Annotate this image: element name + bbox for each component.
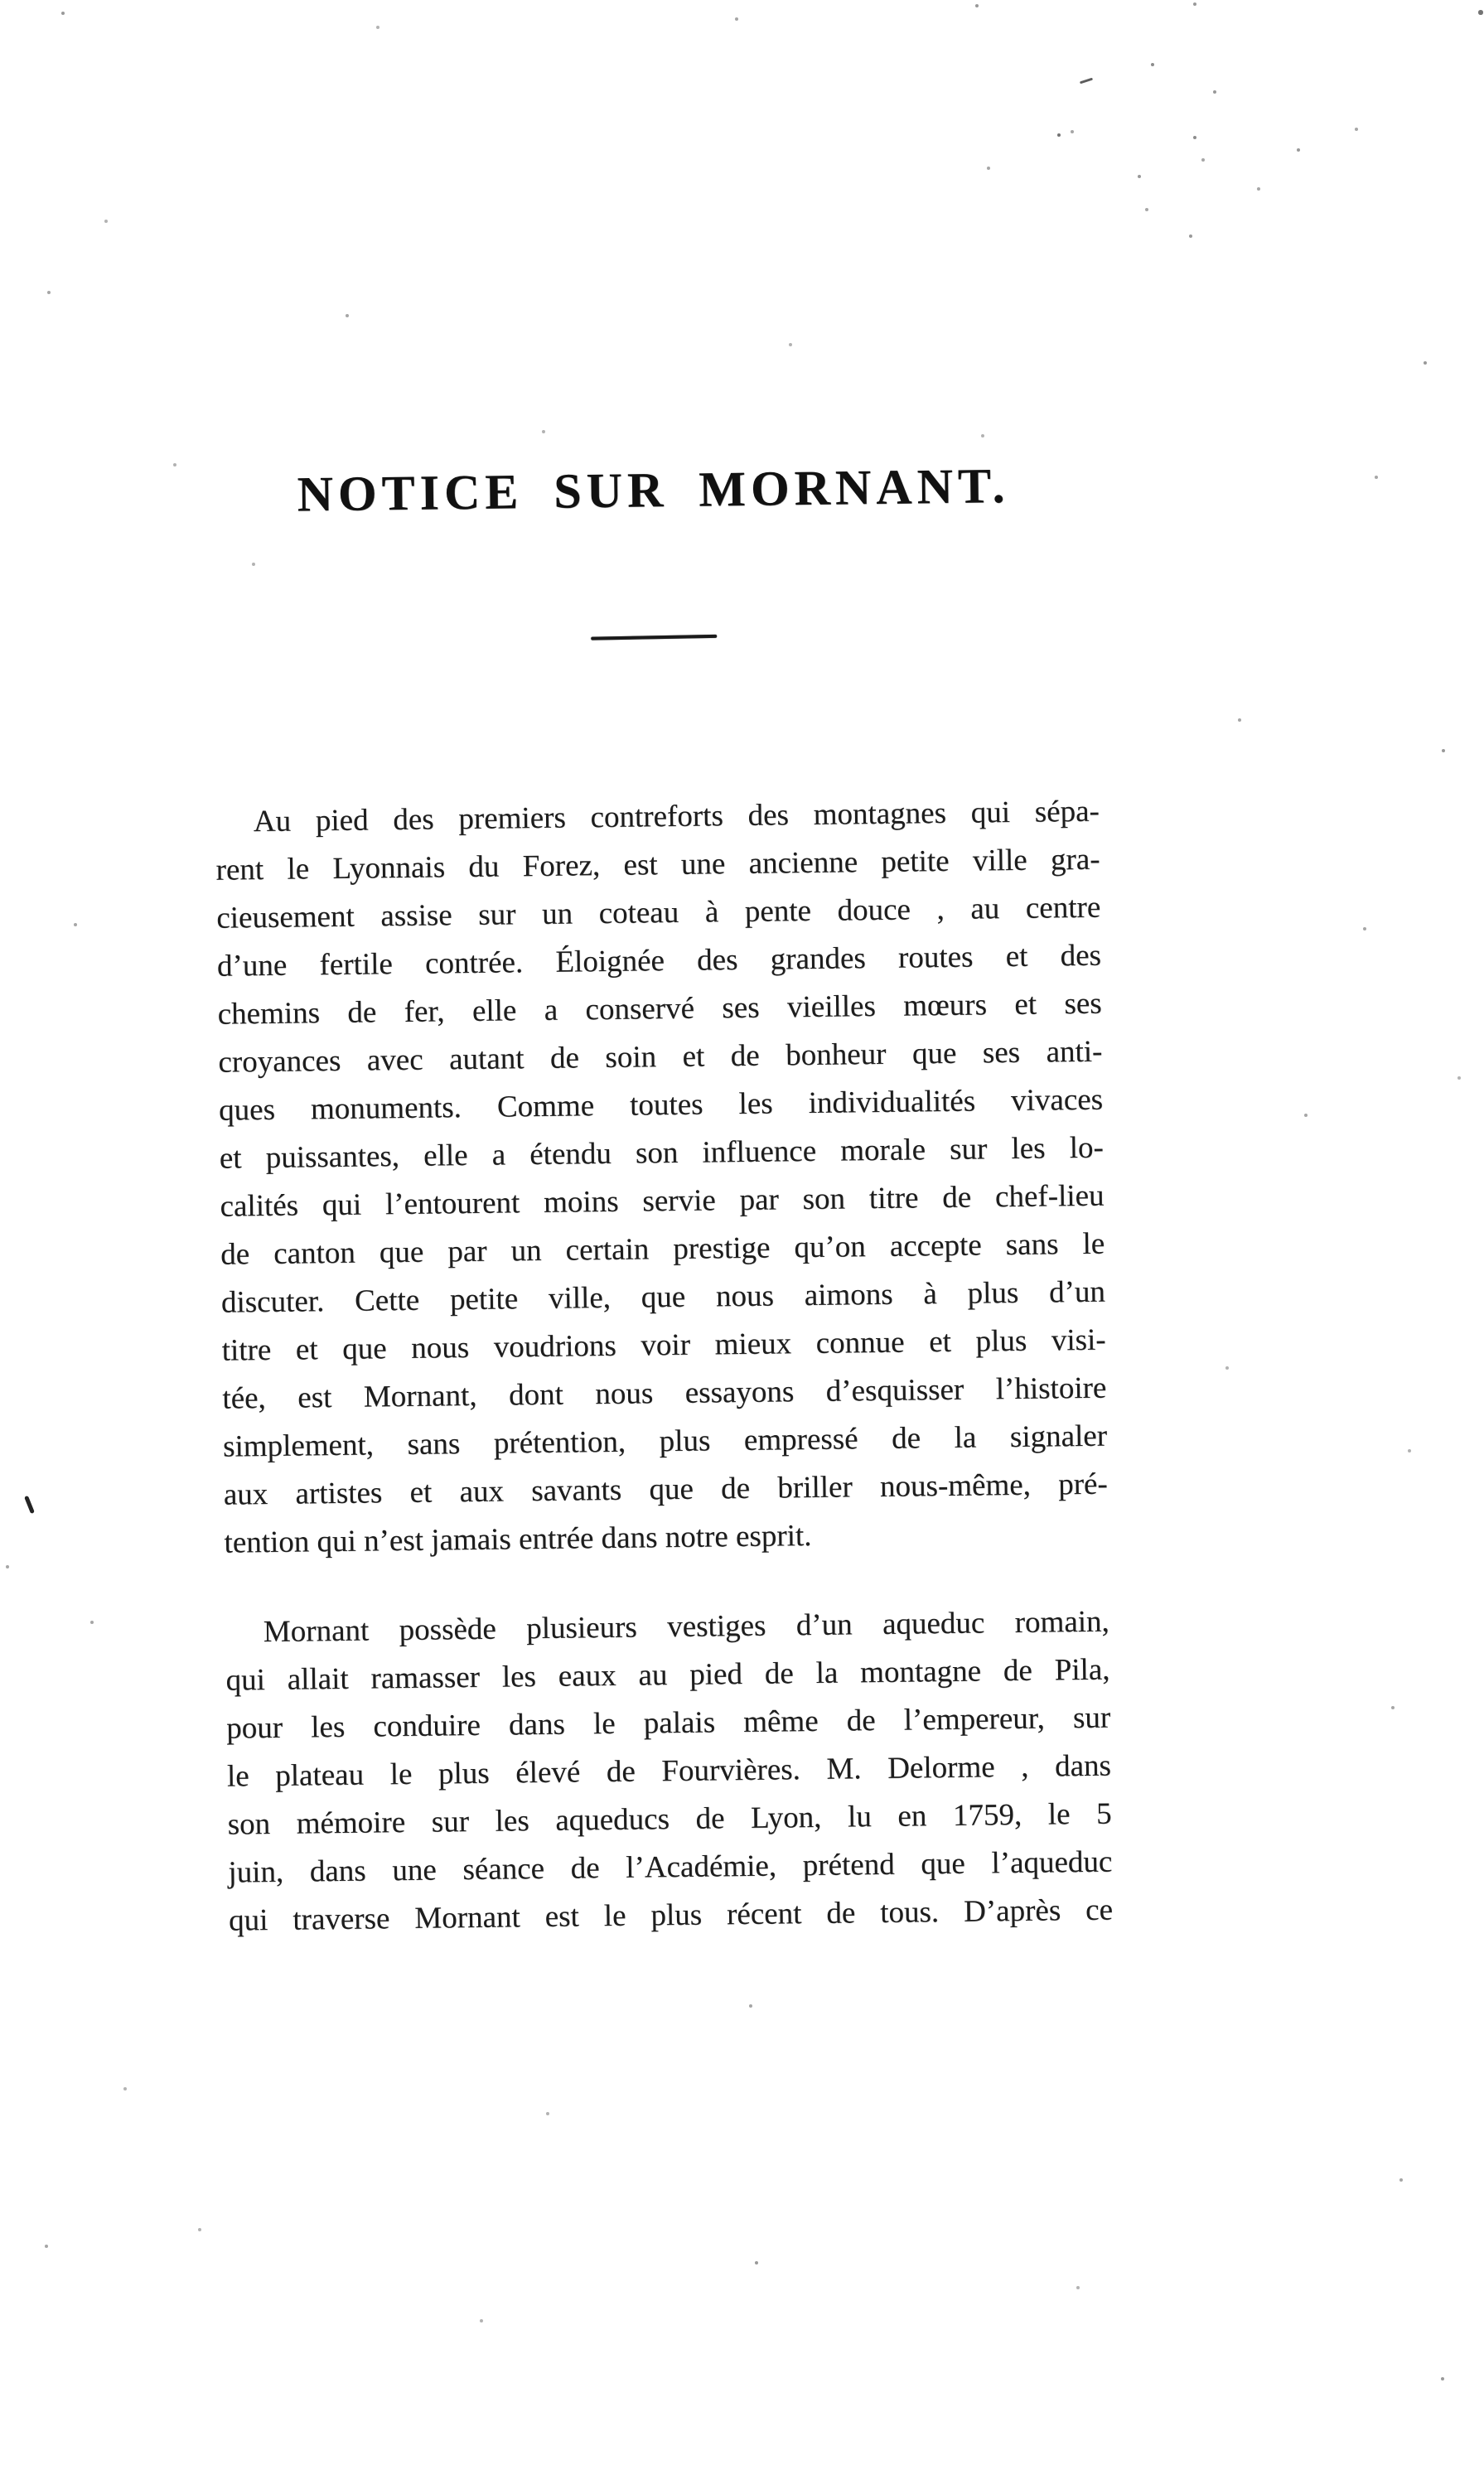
text-line: aux artistes et aux savants que de briller nous-même, pré-	[223, 1467, 1108, 1512]
text-line: calités qui l’entourent moins servie par son titre de chef-lieu	[220, 1178, 1105, 1224]
text-line: de canton que par un certain prestige qu’on accepte sans le	[220, 1226, 1105, 1272]
text-line: d’une fertile contrée. Éloignée des grandes routes et des	[216, 938, 1102, 984]
text-line: tention qui n’est jamais entrée dans notre esprit.	[224, 1519, 812, 1560]
text-line: juin, dans une séance de l’Académie, prétend que l’aqueduc	[228, 1844, 1113, 1890]
text-line: simplement, sans prétention, plus empressé de la signaler	[222, 1419, 1108, 1464]
paragraph	[225, 1598, 1114, 1945]
page-title: NOTICE SUR MORNANT.	[297, 457, 1010, 522]
text-line: titre et que nous voudrions voir mieux connue et plus visi-	[221, 1322, 1106, 1368]
text-line: pour les conduire dans le palais même de l’empereur, sur	[226, 1700, 1111, 1746]
title-separator	[591, 635, 717, 640]
text-line: son mémoire sur les aqueducs de Lyon, lu en 1759, le 5	[227, 1796, 1112, 1842]
text-line: et puissantes, elle a étendu son influence morale sur les lo-	[219, 1130, 1105, 1176]
text-line: chemins de fer, elle a conservé ses vieilles mœurs et ses	[217, 986, 1102, 1032]
text-line: qui allait ramasser les eaux au pied de la montagne de Pila,	[225, 1652, 1110, 1698]
text-line: qui traverse Mornant est le plus récent de tous. D’après ce	[228, 1892, 1114, 1938]
scan-speckles	[0, 0, 2, 2]
text-line: cieusement assise sur un coteau à pente douce , au centre	[216, 890, 1101, 935]
text-line: tée, est Mornant, dont nous essayons d’esquisser l’histoire	[222, 1370, 1107, 1416]
text-line: Au pied des premiers contreforts des montagnes qui sépa-	[253, 794, 1100, 839]
text-line: le plateau le plus élevé de Fourvières. M. Delorme , dans	[226, 1748, 1112, 1794]
body-text	[215, 788, 1114, 1945]
text-line: rent le Lyonnais du Forez, est une ancienne petite ville gra-	[215, 842, 1100, 887]
text-line: croyances avec autant de soin et de bonheur que ses anti-	[218, 1034, 1103, 1080]
text-line: Mornant possède plusieurs vestiges d’un aqueduc romain,	[263, 1604, 1110, 1650]
paragraph	[215, 788, 1109, 1568]
text-line: discuter. Cette petite ville, que nous aimons à plus d’un	[220, 1274, 1106, 1320]
text-line: ques monuments. Comme toutes les individualités vivaces	[218, 1082, 1104, 1128]
